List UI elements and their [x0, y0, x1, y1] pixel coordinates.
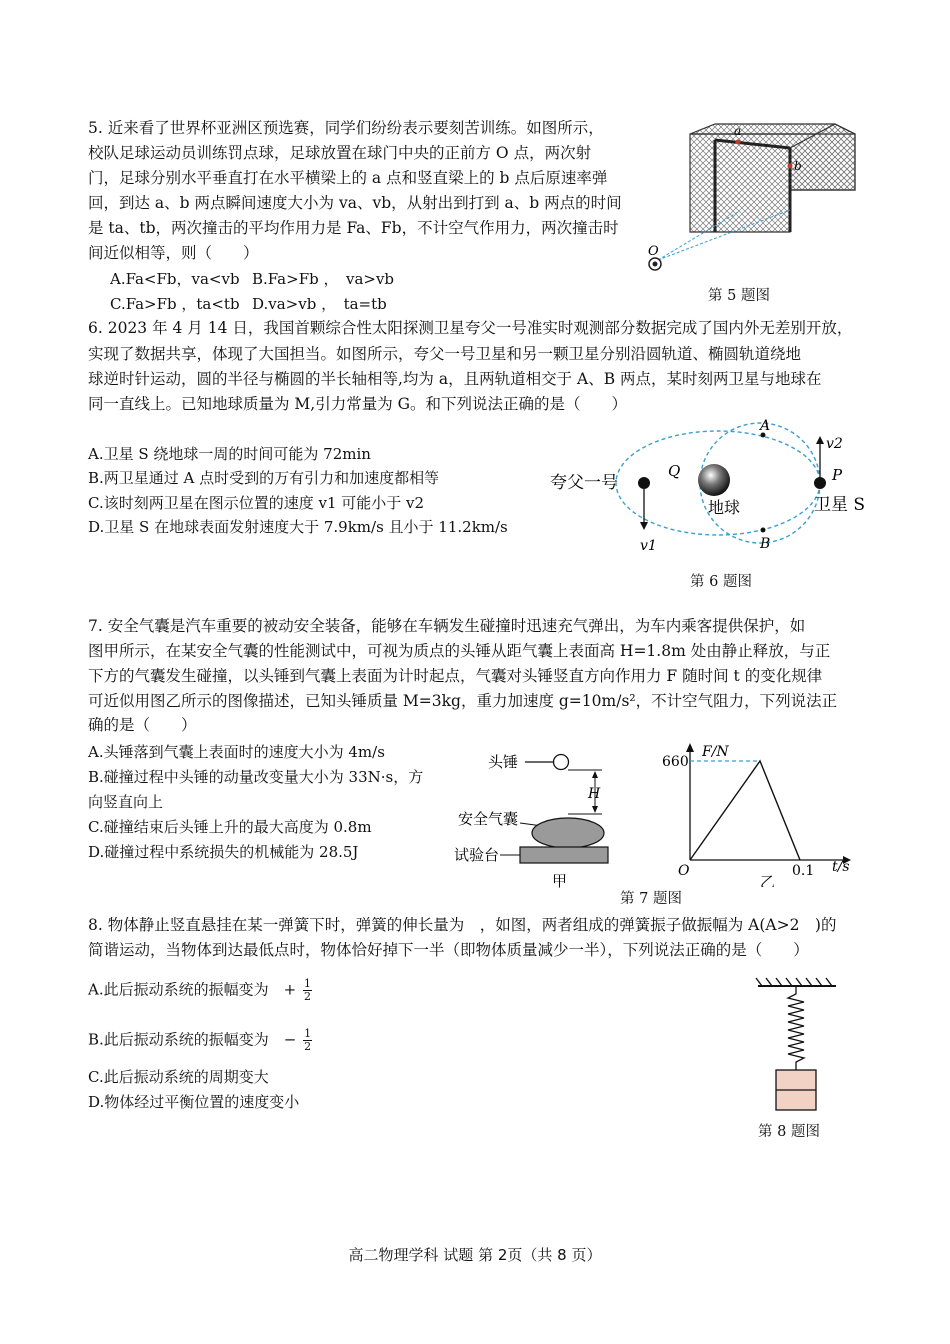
earth [698, 464, 730, 496]
q8-line-1: 8. 物体静止竖直悬挂在某一弹簧下时，弹簧的伸长量为 ，如图，两者组成的弹簧振子做振幅为 A(A>2 )的 [88, 916, 837, 934]
svg-text:Q: Q [668, 462, 681, 480]
svg-text:地球: 地球 [708, 498, 741, 517]
svg-text:v2: v2 [826, 436, 843, 452]
q7-option-b-cont: 向竖直向上 [88, 793, 164, 811]
force-triangle [690, 761, 800, 860]
svg-text:O: O [648, 244, 659, 259]
q7-option-c: C.碰撞结束后头锤上升的最大高度为 0.8m [88, 818, 372, 836]
q6-line-4: 同一直线上。已知地球质量为 M,引力常量为 G。和下列说法正确的是（ ） [88, 395, 628, 413]
q8-option-d: D.物体经过平衡位置的速度变小 [88, 1093, 300, 1111]
q5-option-b: B.Fa>Fb ， va>vb [252, 270, 395, 288]
svg-text:乙: 乙 [760, 873, 776, 887]
svg-text:A: A [760, 418, 771, 434]
q6-option-b: B.两卫星通过 A 点时受到的万有引力和加速度都相等 [88, 469, 440, 487]
q7-figure-jia [450, 740, 620, 892]
svg-text:P: P [832, 466, 843, 484]
q7-caption: 第 7 题图 [620, 891, 682, 907]
q6-option-c: C.该时刻两卫星在图示位置的速度 v1 可能小于 v2 [88, 494, 425, 512]
q6-line-2: 实现了数据共享，体现了大国担当。如图所示，夸父一号卫星和另一颗卫星分别沿圆轨道、椭圆轨道绕地 [88, 345, 802, 363]
point-a [736, 140, 741, 145]
svg-text:660: 660 [662, 754, 689, 770]
q7-option-b: B.碰撞过程中头锤的动量改变量大小为 33N·s，方 [88, 768, 424, 786]
airbag [532, 818, 604, 848]
q5-line-4: 回，到达 a、b 两点瞬间速度大小为 va、vb，从射出到打到 a、b 两点的时间 [88, 194, 622, 212]
svg-text:安全气囊: 安全气囊 [458, 810, 519, 828]
svg-text:H: H [588, 786, 601, 802]
q8-option-a: A.此后振动系统的振幅变为 + $\frac{1}{2}$ [88, 977, 311, 1003]
fraction-half-a: $\frac{1}{2}$ [303, 977, 311, 1003]
q7-line-4: 可近似用图乙所示的图像描述，已知头锤质量 M=3kg，重力加速度 g=10m/s²，不计空气阻力，下列说法正 [88, 692, 838, 710]
svg-text:甲: 甲 [552, 872, 568, 890]
svg-text:F/N: F/N [702, 744, 729, 760]
q5-line-3: 门，足球分别水平垂直打在水平横梁上的 a 点和竖直梁上的 b 点后原速率弹 [88, 169, 608, 187]
q5-line-1: 5. 近来看了世界杯亚洲区预选赛，同学们纷纷表示要刻苦训练。如图所示， [88, 119, 604, 137]
q8-caption: 第 8 题图 [758, 1124, 820, 1140]
q8-option-b: B.此后振动系统的振幅变为 − $\frac{1}{2}$ [88, 1027, 312, 1053]
svg-text:0.1: 0.1 [792, 863, 815, 879]
q7-force-chart [660, 735, 860, 887]
svg-text:头锤: 头锤 [488, 753, 519, 771]
svg-text:O: O [678, 863, 690, 879]
svg-text:B: B [760, 536, 771, 552]
q8-line-2: 简谐运动，当物体到达最低点时，物体恰好掉下一半（即物体质量减少一半），下列说法正确的是（ ） [88, 941, 809, 959]
svg-text:试验台: 试验台 [454, 846, 500, 864]
spring [788, 986, 804, 1070]
svg-text:夸父一号: 夸父一号 [550, 473, 618, 493]
q5-option-a: A.Fa<Fb，va<vb [110, 270, 240, 288]
q8-option-c: C.此后振动系统的周期变大 [88, 1068, 269, 1086]
q7-line-1: 7. 安全气囊是汽车重要的被动安全装备，能够在车辆发生碰撞时迅速充气弹出，为车内乘客提供保护，如 [88, 617, 806, 635]
page-footer: 高二物理学科 试题 第 2页（共 8 页） [348, 1246, 602, 1264]
q7-line-2: 图甲所示，在某安全气囊的性能测试中，可视为质点的头锤从距气囊上表面高 H=1.8m 处由静止释放，与正 [88, 642, 831, 660]
q5-line-6: 间近似相等，则（ ） [88, 244, 259, 262]
q5-goal-figure [640, 118, 870, 278]
satellite-s [814, 477, 826, 489]
q6-caption: 第 6 题图 [690, 574, 752, 590]
test-table [520, 847, 608, 863]
q7-option-d: D.碰撞过程中系统损失的机械能为 28.5J [88, 843, 359, 861]
fraction-half-b: $\frac{1}{2}$ [304, 1027, 312, 1053]
svg-text:b: b [794, 159, 802, 173]
q6-line-3: 球逆时针运动，圆的半径与椭圆的半长轴相等,均为 a，且两轨道相交于 A、B 两点，某时刻两卫星与地球在 [88, 370, 822, 388]
hammer-ball [554, 755, 569, 770]
svg-text:t/s: t/s [832, 859, 850, 875]
q5-caption: 第 5 题图 [708, 288, 770, 304]
q6-option-d: D.卫星 S 在地球表面发射速度大于 7.9km/s 且小于 11.2km/s [88, 518, 508, 536]
q7-option-a: A.头锤落到气囊上表面时的速度大小为 4m/s [88, 743, 385, 761]
q5-option-d: D.va>vb ， ta=tb [252, 295, 387, 313]
q5-line-5: 是 ta、tb，两次撞击的平均作用力是 Fa、Fb，不计空气作用力，两次撞击时 [88, 219, 619, 237]
q7-line-3: 下方的气囊发生碰撞，以头锤到气囊上表面为计时起点，气囊对头锤竖直方向作用力 F 随时间 t 的变化规律 [88, 667, 823, 685]
kuafu-satellite [638, 477, 650, 489]
q6-line-1: 6. 2023 年 4 月 14 日，我国首颗综合性太阳探测卫星夸父一号准实时观测部分数据完成了国内外无差别开放， [88, 319, 853, 337]
svg-text:卫星 S: 卫星 S [814, 495, 866, 515]
point-b [788, 164, 793, 169]
q7-line-5: 确的是（ ） [88, 716, 197, 734]
q6-orbit-figure [548, 418, 873, 558]
q6-option-a: A.卫星 S 绕地球一周的时间可能为 72min [88, 445, 371, 463]
q8-spring-figure [752, 976, 842, 1116]
q5-option-c: C.Fa>Fb ，ta<tb [110, 295, 240, 313]
q5-line-2: 校队足球运动员训练罚点球，足球放置在球门中央的正前方 O 点，两次射 [88, 144, 592, 162]
svg-text:a: a [734, 124, 742, 138]
svg-text:v1: v1 [640, 538, 657, 554]
